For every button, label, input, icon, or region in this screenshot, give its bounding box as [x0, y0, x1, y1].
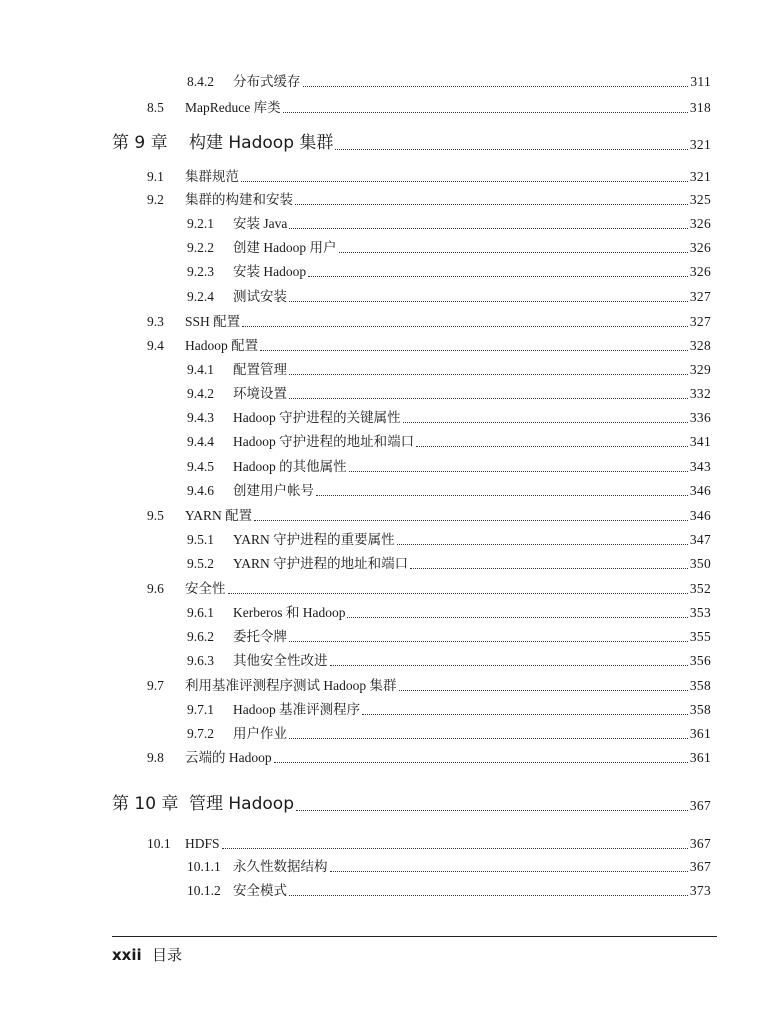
dot-leader: [283, 112, 688, 113]
dot-leader: [339, 252, 688, 253]
toc-entry-number: 9.2.3: [187, 264, 214, 279]
toc-entry-row: [187, 647, 711, 669]
toc-entry-title: 管理 Hadoop: [189, 794, 294, 814]
toc-entry-page: 356: [689, 653, 711, 668]
toc-entry-title: 测试安装: [233, 289, 287, 304]
dot-leader: [397, 544, 688, 545]
toc-entry-row: [147, 672, 711, 694]
toc-entry-number: 10.1.1: [187, 859, 221, 874]
toc-entry-row: [187, 210, 711, 232]
dot-leader: [289, 301, 688, 302]
toc-entry-row: [187, 404, 711, 426]
dot-leader: [349, 471, 688, 472]
toc-entry-title: 创建 Hadoop 用户: [233, 240, 337, 255]
toc-entry-title: 安全性: [185, 581, 226, 596]
dot-leader: [399, 690, 688, 691]
toc-entry-row: [187, 550, 711, 572]
dot-leader: [410, 568, 688, 569]
toc-entry-title: HDFS: [185, 836, 220, 851]
dot-leader: [289, 738, 688, 739]
toc-entry-number: 9.3: [147, 314, 164, 329]
toc-entry-page: 326: [689, 240, 711, 255]
dot-leader: [241, 181, 688, 182]
toc-entry-number: 第 9 章: [112, 133, 168, 153]
toc-entry-title: MapReduce 库类: [185, 100, 281, 115]
toc-entry-title: 配置管理: [233, 362, 287, 377]
toc-entry-row: [187, 234, 711, 256]
toc-entry-row: [147, 308, 711, 330]
toc-entry-title: 安装 Hadoop: [233, 264, 307, 279]
toc-entry-page: 361: [689, 726, 711, 741]
toc-entry-number: 9.6.1: [187, 605, 214, 620]
toc-entry-title: Kerberos 和 Hadoop: [233, 605, 346, 620]
toc-entry-title: YARN 守护进程的重要属性: [233, 532, 395, 547]
toc-entry-row: [147, 744, 711, 766]
toc-entry-page: 327: [689, 289, 711, 304]
footer-page-number: xxii: [112, 946, 142, 964]
footer-rule: [112, 936, 717, 937]
toc-entry-number: 9.7.2: [187, 726, 214, 741]
toc-entry-number: 9.1: [147, 169, 164, 184]
toc-entry-row: [147, 163, 711, 185]
toc-entry-page: 352: [689, 581, 711, 596]
toc-entry-title: SSH 配置: [185, 314, 241, 329]
toc-entry-number: 9.4: [147, 338, 164, 353]
toc-entry-page: 355: [689, 629, 711, 644]
toc-entry-title: 安全模式: [233, 883, 287, 898]
toc-entry-row: [147, 830, 711, 852]
toc-entry-number: 9.2.1: [187, 216, 214, 231]
toc-entry-title: 安装 Java: [233, 216, 288, 231]
toc-entry-row: [187, 477, 711, 499]
toc-entry-row: [187, 258, 711, 280]
toc-entry-title: Hadoop 配置: [185, 338, 259, 353]
toc-entry-number: 9.7: [147, 678, 164, 693]
toc-entry-number: 9.4.3: [187, 410, 214, 425]
toc-entry-row: [187, 623, 711, 645]
toc-entry-number: 8.4.2: [187, 74, 214, 89]
dot-leader: [289, 398, 688, 399]
toc-entry-row: [187, 380, 711, 402]
dot-leader: [362, 714, 688, 715]
dot-leader: [316, 495, 688, 496]
toc-entry-number: 9.8: [147, 750, 164, 765]
toc-entry-title: 永久性数据结构: [233, 859, 328, 874]
page-footer: [112, 944, 182, 965]
toc-entry-number: 9.2.4: [187, 289, 214, 304]
toc-entry-title: 环境设置: [233, 386, 287, 401]
footer-section-title: 目录: [152, 946, 183, 964]
toc-entry-page: 346: [689, 483, 711, 498]
toc-entry-page: 343: [689, 459, 711, 474]
toc-entry-page: 361: [689, 750, 711, 765]
toc-entry-title: 用户作业: [233, 726, 287, 741]
dot-leader: [289, 228, 687, 229]
toc-entry-page: 328: [689, 338, 711, 353]
toc-entry-page: 373: [689, 883, 711, 898]
toc-entry-page: 326: [689, 216, 711, 231]
dot-leader: [274, 762, 688, 763]
dot-leader: [330, 665, 688, 666]
toc-entry-number: 10.1.2: [187, 883, 221, 898]
toc-entry-number: 9.6.3: [187, 653, 214, 668]
toc-entry-row: [187, 453, 711, 475]
toc-entry-row: [187, 853, 711, 875]
toc-entry-number: 9.4.2: [187, 386, 214, 401]
toc-entry-row: [187, 526, 711, 548]
dot-leader: [330, 871, 688, 872]
toc-entry-row: [147, 186, 711, 208]
toc-entry-page: 321: [689, 169, 711, 184]
dot-leader: [403, 422, 688, 423]
toc-entry-row: [147, 502, 711, 524]
toc-entry-number: 9.5: [147, 508, 164, 523]
toc-entry-number: 第 10 章: [112, 794, 179, 814]
dot-leader: [416, 446, 688, 447]
toc-entry-title: 委托令牌: [233, 629, 287, 644]
toc-entry-row: [147, 94, 711, 116]
toc-entry-page: 353: [689, 605, 711, 620]
toc-entry-number: 9.5.1: [187, 532, 214, 547]
toc-entry-title: Hadoop 的其他属性: [233, 459, 347, 474]
toc-entry-title: 集群的构建和安装: [185, 192, 293, 207]
toc-entry-title: 创建用户帐号: [233, 483, 314, 498]
toc-entry-page: 336: [689, 410, 711, 425]
toc-entry-number: 9.4.5: [187, 459, 214, 474]
toc-entry-page: 347: [689, 532, 711, 547]
toc-entry-title: Hadoop 守护进程的地址和端口: [233, 434, 415, 449]
dot-leader: [254, 520, 688, 521]
dot-leader: [347, 617, 687, 618]
toc-entry-title: 构建 Hadoop 集群: [189, 133, 334, 153]
toc-entry-title: Hadoop 守护进程的关键属性: [233, 410, 401, 425]
toc-entry-title: 其他安全性改进: [233, 653, 328, 668]
toc-entry-page: 329: [689, 362, 711, 377]
toc-entry-row: [187, 599, 711, 621]
dot-leader: [335, 149, 687, 150]
toc-entry-title: Hadoop 基准评测程序: [233, 702, 361, 717]
dot-leader: [289, 641, 688, 642]
dot-leader: [222, 848, 688, 849]
toc-entry-row: [187, 696, 711, 718]
toc-entry-page: 346: [689, 508, 711, 523]
toc-entry-title: YARN 守护进程的地址和端口: [233, 556, 409, 571]
toc-entry-page: 367: [689, 798, 711, 813]
toc-entry-title: 集群规范: [185, 169, 239, 184]
toc-entry-number: 9.4.4: [187, 434, 214, 449]
toc-entry-title: YARN 配置: [185, 508, 253, 523]
toc-entry-title: 云端的 Hadoop: [185, 750, 272, 765]
toc-chapter-row: [112, 125, 711, 153]
toc-entry-page: 321: [689, 137, 711, 152]
toc-entry-row: [187, 68, 711, 90]
dot-leader: [260, 350, 688, 351]
toc-entry-page: 332: [689, 386, 711, 401]
toc-entry-page: 350: [689, 556, 711, 571]
toc-entry-number: 9.6: [147, 581, 164, 596]
toc-entry-number: 9.6.2: [187, 629, 214, 644]
dot-leader: [289, 895, 688, 896]
dot-leader: [295, 204, 688, 205]
toc-entry-number: 9.4.6: [187, 483, 214, 498]
dot-leader: [242, 326, 688, 327]
toc-entry-number: 9.4.1: [187, 362, 214, 377]
toc-entry-page: 325: [689, 192, 711, 207]
toc-entry-number: 8.5: [147, 100, 164, 115]
toc-entry-number: 9.5.2: [187, 556, 214, 571]
dot-leader: [289, 374, 688, 375]
toc-entry-page: 358: [689, 678, 711, 693]
toc-entry-number: 9.2: [147, 192, 164, 207]
toc-entry-title: 利用基准评测程序测试 Hadoop 集群: [185, 678, 397, 693]
toc-entry-number: 10.1: [147, 836, 171, 851]
toc-entry-row: [147, 332, 711, 354]
dot-leader: [308, 276, 688, 277]
dot-leader: [296, 810, 688, 811]
toc-entry-row: [187, 283, 711, 305]
toc-chapter-row: [112, 786, 711, 814]
toc-entry-page: 367: [689, 859, 711, 874]
toc-entry-page: 318: [689, 100, 711, 115]
toc-entry-title: 分布式缓存: [233, 74, 301, 89]
toc-entry-page: 367: [689, 836, 711, 851]
toc-entry-page: 311: [690, 74, 711, 89]
toc-entry-row: [187, 428, 711, 450]
dot-leader: [303, 86, 689, 87]
toc-entry-number: 9.2.2: [187, 240, 214, 255]
toc-entry-page: 341: [689, 434, 711, 449]
toc-entry-row: [187, 720, 711, 742]
toc-entry-row: [147, 575, 711, 597]
toc-entry-page: 358: [689, 702, 711, 717]
toc-entry-page: 327: [689, 314, 711, 329]
toc-entry-page: 326: [689, 264, 711, 279]
toc-entry-number: 9.7.1: [187, 702, 214, 717]
toc-entry-row: [187, 356, 711, 378]
toc-entry-row: [187, 877, 711, 899]
dot-leader: [228, 593, 688, 594]
